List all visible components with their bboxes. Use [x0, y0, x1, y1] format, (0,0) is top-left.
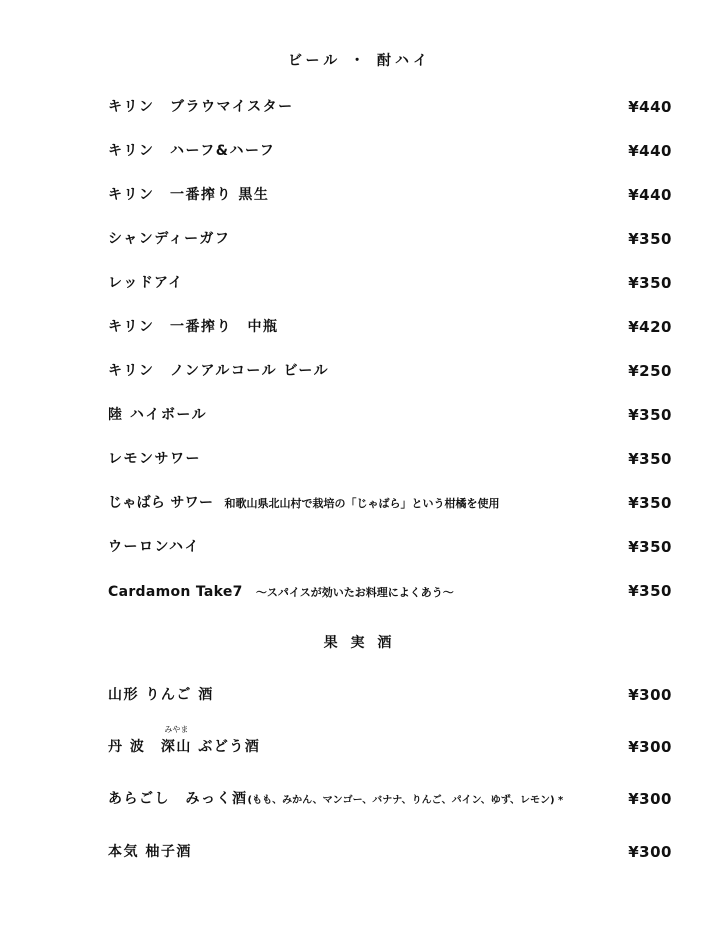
menu-item-name: レッドアイ	[108, 275, 184, 291]
ruby-annotation: みやま	[164, 725, 189, 734]
menu-item-title: あらごし みっく酒	[108, 791, 248, 807]
menu-item-price: ¥350	[628, 538, 672, 556]
menu-item	[108, 138, 672, 162]
menu-item-note: ～スパイスが効いたお料理によくあう～	[255, 586, 454, 599]
menu-item	[108, 226, 672, 250]
menu-item-name: 山形 りんご 酒	[108, 687, 214, 703]
section-title-beer-chuhai: ビール ・ 酎ハイ	[288, 53, 431, 69]
ruby-word	[160, 725, 192, 756]
menu-item	[108, 839, 672, 863]
menu-item-price: ¥300	[628, 738, 672, 756]
menu-item-name-prefix: 丹 波	[108, 739, 161, 755]
menu-item-name	[108, 492, 499, 512]
menu-item-name	[108, 788, 563, 808]
menu-item-price: ¥350	[628, 406, 672, 424]
menu-item-name: 陸 ハイボール	[108, 407, 208, 423]
menu-item	[108, 314, 672, 338]
menu-item-title: じゃばら サワー	[108, 495, 214, 511]
menu-item	[108, 402, 672, 426]
menu-item-price: ¥350	[628, 582, 672, 600]
menu-item	[108, 578, 672, 602]
menu-item	[108, 490, 672, 514]
menu-item	[108, 446, 672, 470]
menu-item-name	[108, 584, 454, 600]
menu-item	[108, 270, 672, 294]
menu-item-name: 本気 柚子酒	[108, 844, 192, 860]
menu-item-name: レモンサワー	[108, 451, 201, 467]
menu-item-price: ¥440	[628, 142, 672, 160]
menu-item-price: ¥300	[628, 790, 672, 808]
menu-item-name	[108, 725, 261, 756]
menu-item-name: キリン ハーフ&ハーフ	[108, 143, 276, 159]
menu-item-name: キリン 一番搾り 黒生	[108, 187, 270, 203]
menu-item-name-suffix: ぶどう酒	[191, 739, 261, 755]
menu-item-price: ¥440	[628, 186, 672, 204]
menu-item-name: ウーロンハイ	[108, 539, 201, 555]
menu-item-note: 和歌山県北山村で栽培の「じゃばら」という柑橘を使用	[224, 497, 500, 510]
menu-item-price: ¥250	[628, 362, 672, 380]
menu-item	[108, 786, 672, 810]
menu-item	[108, 358, 672, 382]
menu-item	[108, 725, 672, 758]
menu-item-name: シャンディーガフ	[108, 231, 231, 247]
menu-item-name: キリン ノンアルコール ビール	[108, 363, 330, 379]
menu-item-title: Cardamon Take7	[108, 584, 243, 600]
menu-item-name: キリン ブラウマイスター	[108, 99, 294, 115]
menu-item-price: ¥300	[628, 686, 672, 704]
menu-item	[108, 182, 672, 206]
menu-item	[108, 534, 672, 558]
section-title-fruit-liquor: 果 実 酒	[323, 635, 396, 651]
menu-item-price: ¥300	[628, 843, 672, 861]
menu-item-note: (もも、みかん、マンゴー、バナナ、りんご、パイン、ゆず、レモン) *	[247, 795, 564, 806]
menu-item-price: ¥350	[628, 230, 672, 248]
menu-item	[108, 682, 672, 706]
menu-item-price: ¥350	[628, 450, 672, 468]
ruby-base: 深山	[160, 739, 192, 755]
menu-item	[108, 94, 672, 118]
menu-item-price: ¥420	[628, 318, 672, 336]
menu-item-price: ¥440	[628, 98, 672, 116]
menu-item-name: キリン 一番搾り 中瓶	[108, 319, 279, 335]
menu-item-price: ¥350	[628, 274, 672, 292]
menu-item-price: ¥350	[628, 494, 672, 512]
